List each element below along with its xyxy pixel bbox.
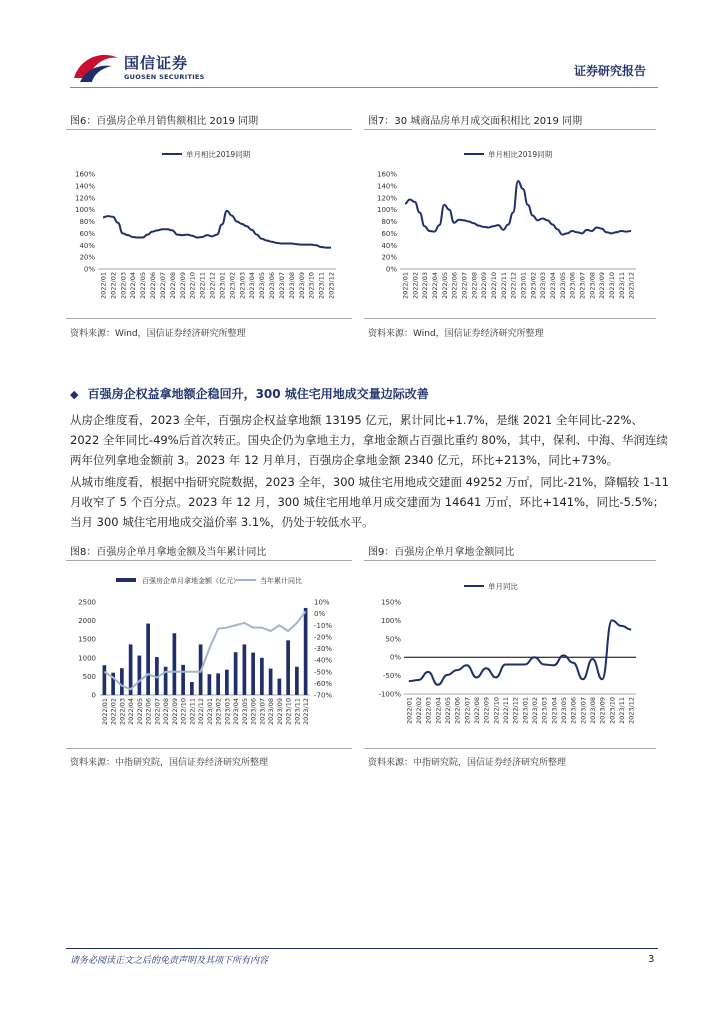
x-tick-label: 2023/06	[569, 697, 578, 725]
legend-label: 单月相比2019同期	[488, 150, 553, 159]
x-tick-label: 2022/08	[162, 698, 171, 726]
x-tick-label: 2022/08	[473, 697, 481, 725]
bar	[278, 679, 282, 695]
x-tick-label: 2022/10	[492, 697, 501, 725]
legend-label-line: 当年累计同比	[260, 577, 302, 585]
y-tick-label: 40%	[79, 241, 95, 250]
header-rule	[70, 87, 658, 88]
y-tick-label: 100%	[380, 616, 401, 625]
x-tick-label: 2023/08	[589, 697, 597, 725]
x-tick-label: 2023/02	[228, 272, 237, 300]
section-heading	[70, 383, 429, 402]
fig9-top-rule	[364, 560, 656, 561]
x-tick-label: 2023/10	[284, 698, 293, 726]
y-tick-label: 150%	[380, 598, 401, 607]
x-tick-label: 2023/12	[627, 272, 636, 300]
y-right-tick-label: -20%	[314, 633, 333, 642]
report-type: 证券研究报告	[574, 64, 647, 78]
y-tick-label: 50%	[385, 635, 401, 644]
fig9-source: 资料来源：中指研究院，国信证券经济研究所整理	[368, 758, 567, 768]
series-line	[405, 181, 631, 234]
y-tick-label: 0%	[385, 265, 397, 274]
x-tick-label: 2022/10	[188, 272, 197, 300]
x-tick-label: 2023/10	[307, 272, 316, 300]
y-tick-label: 60%	[79, 229, 95, 238]
y-right-tick-label: 0%	[314, 610, 326, 619]
fig8-chart	[66, 564, 356, 744]
paragraph-1: 从房企维度看，2023 全年，百强房企权益拿地额 13195 亿元，累计同比+1.7%，是继 2021 全年同比-22%、2022 全年同比-49%后首次转正。国央企仍为拿地主力，拿地金额占百强比重约 80%，其中，保利、中海、华润连续两年位列拿地金额前 3。2023 年 12 月单月，百强房企拿地金额 2340 亿元，环比+213%，同比+73%。	[70, 413, 668, 467]
bar	[181, 665, 185, 695]
y-left-tick-label: 1000	[78, 654, 96, 663]
x-tick-label: 2022/11	[499, 272, 508, 300]
x-tick-label: 2023/06	[249, 698, 258, 726]
x-tick-label: 2023/05	[258, 272, 267, 300]
logo-en: GUOSEN SECURITIES	[124, 73, 205, 81]
logo-cn: 国信证券	[124, 54, 189, 72]
x-tick-label: 2023/11	[618, 697, 626, 725]
x-tick-label: 2023/07	[579, 697, 588, 725]
y-right-tick-label: -30%	[314, 645, 333, 653]
fig7-title: 图7：30 城商品房单月成交面积相比 2019 同期	[368, 116, 583, 127]
x-tick-label: 2022/01	[401, 272, 410, 300]
section-title: 百强房企权益拿地额企稳回升，300 城住宅用地成交量边际改善	[87, 387, 429, 401]
page-number: 3	[648, 954, 655, 965]
header	[0, 0, 724, 90]
x-tick-label: 2023/03	[238, 272, 247, 300]
fig8-top-rule	[66, 560, 352, 561]
y-right-tick-label: -70%	[314, 691, 333, 700]
x-tick-label: 2022/04	[430, 272, 439, 300]
bar	[286, 640, 290, 695]
y-tick-label: 80%	[381, 218, 397, 226]
x-tick-label: 2023/11	[293, 698, 302, 726]
bar	[146, 624, 150, 695]
x-tick-label: 2022/06	[453, 697, 462, 725]
y-tick-label: 100%	[376, 206, 397, 215]
section-bullet-icon: ◆	[70, 388, 79, 401]
x-tick-label: 2022/04	[129, 272, 138, 300]
x-tick-label: 2022/07	[158, 272, 167, 300]
x-tick-label: 2023/08	[588, 272, 597, 300]
series-line	[103, 211, 331, 248]
y-tick-label: 100%	[74, 206, 95, 215]
y-tick-label: 0%	[389, 653, 401, 662]
x-tick-label: 2022/11	[188, 698, 197, 726]
x-tick-label: 2022/09	[482, 697, 491, 725]
y-tick-label: 0%	[83, 265, 95, 274]
cumulative-yoy-line	[104, 611, 305, 689]
x-tick-label: 2022/05	[139, 272, 148, 300]
bar	[304, 608, 308, 695]
fig9-chart	[364, 564, 658, 744]
series-line	[409, 620, 631, 684]
y-right-tick-label: -40%	[314, 656, 333, 665]
x-tick-label: 2023/03	[540, 697, 549, 725]
x-tick-label: 2023/05	[240, 698, 249, 726]
x-tick-label: 2023/12	[302, 698, 311, 726]
y-tick-label: 20%	[79, 253, 95, 262]
x-tick-label: 2022/01	[405, 697, 414, 725]
x-tick-label: 2022/05	[440, 272, 449, 300]
x-tick-label: 2022/08	[470, 272, 479, 300]
legend-swatch-bar	[116, 578, 136, 582]
x-tick-label: 2022/05	[135, 698, 144, 726]
x-tick-label: 2023/01	[218, 272, 227, 300]
y-left-tick-label: 0	[91, 691, 96, 700]
x-tick-label: 2022/07	[463, 697, 472, 725]
y-tick-label: 120%	[74, 194, 95, 203]
x-tick-label: 2023/10	[608, 697, 617, 725]
x-tick-label: 2023/01	[521, 697, 530, 725]
x-tick-label: 2022/10	[489, 272, 498, 300]
y-right-tick-label: 10%	[314, 598, 330, 607]
x-tick-label: 2022/10	[179, 698, 188, 726]
legend-label: 单月相比2019同期	[186, 150, 251, 159]
x-tick-label: 2023/08	[287, 272, 296, 300]
x-tick-label: 2023/04	[248, 272, 257, 300]
x-tick-label: 2023/04	[232, 698, 241, 726]
bar	[138, 656, 142, 695]
bar	[208, 674, 212, 695]
x-tick-label: 2022/09	[170, 698, 179, 726]
x-tick-label: 2023/04	[548, 272, 557, 300]
fig6-chart	[66, 132, 356, 314]
x-tick-label: 2023/02	[529, 272, 538, 300]
x-tick-label: 2023/05	[558, 272, 567, 300]
x-tick-label: 2023/01	[205, 698, 214, 726]
x-tick-label: 2022/03	[421, 272, 430, 300]
x-tick-label: 2023/07	[277, 272, 286, 300]
x-tick-label: 2023/08	[267, 698, 276, 726]
y-left-tick-label: 500	[82, 672, 96, 681]
x-tick-label: 2023/06	[568, 272, 577, 300]
x-tick-label: 2022/01	[99, 272, 108, 300]
bar	[251, 653, 255, 695]
x-tick-label: 2022/02	[415, 697, 423, 725]
x-tick-label: 2022/03	[424, 697, 433, 725]
x-tick-label: 2023/09	[598, 697, 607, 725]
x-tick-label: 2023/07	[578, 272, 587, 300]
x-tick-label: 2023/09	[297, 272, 306, 300]
x-tick-label: 2022/12	[511, 697, 520, 725]
x-tick-label: 2023/04	[550, 697, 559, 725]
x-tick-label: 2022/08	[168, 272, 177, 300]
x-tick-label: 2022/11	[502, 697, 510, 725]
x-tick-label: 2022/03	[118, 698, 127, 726]
y-tick-label: 20%	[381, 253, 397, 262]
y-tick-label: -100%	[378, 690, 401, 699]
fig7-chart	[364, 132, 658, 314]
footer-rule	[66, 948, 658, 949]
x-tick-label: 2022/02	[411, 272, 420, 300]
y-right-tick-label: -50%	[314, 668, 333, 677]
paragraph-2: 从城市维度看，根据中指研究院数据，2023 全年，300 城住宅用地成交建面 49252 万㎡，同比-21%，降幅较 1-11 月收窄了 5 个百分点。2023 年 12 月，300 城住宅用地单月成交建面为 14641 万㎡，环比+141%，同比-5.5%；当月 300 城住宅用地成交溢价率 3.1%，仍处于较低水平。	[70, 475, 669, 529]
x-tick-label: 2022/01	[100, 698, 109, 726]
fig6-title: 图6：百强房企单月销售额相比 2019 同期	[70, 116, 259, 127]
fig6-top-rule	[66, 129, 352, 130]
x-tick-label: 2023/12	[627, 697, 636, 725]
bar	[234, 652, 238, 695]
legend-label: 单月同比	[488, 582, 518, 591]
fig6-bottom-rule	[66, 318, 352, 319]
x-tick-label: 2023/09	[275, 698, 284, 726]
x-tick-label: 2022/07	[153, 698, 162, 726]
y-right-tick-label: -60%	[314, 679, 333, 688]
x-tick-label: 2023/07	[258, 698, 267, 726]
x-tick-label: 2022/06	[144, 698, 153, 726]
bar	[190, 682, 194, 695]
y-tick-label: 60%	[381, 229, 397, 238]
y-tick-label: 160%	[376, 170, 397, 179]
x-tick-label: 2023/01	[519, 272, 528, 300]
x-tick-label: 2023/11	[617, 272, 626, 300]
guosen-logo-icon	[72, 48, 120, 84]
fig9-bottom-rule	[364, 748, 656, 749]
y-tick-label: 140%	[376, 182, 397, 191]
x-tick-label: 2022/12	[197, 698, 206, 726]
x-tick-label: 2022/02	[109, 272, 118, 300]
x-tick-label: 2022/09	[480, 272, 489, 300]
x-tick-label: 2022/12	[509, 272, 518, 300]
fig7-top-rule	[364, 129, 656, 130]
fig8-source: 资料来源：中指研究院，国信证券经济研究所整理	[70, 758, 269, 768]
x-tick-label: 2022/12	[208, 272, 217, 300]
fig8-bottom-rule	[66, 748, 352, 749]
bar	[103, 665, 107, 695]
fig6-source: 资料来源：Wind，国信证券经济研究所整理	[70, 329, 246, 339]
x-tick-label: 2023/09	[598, 272, 607, 300]
fig7-source: 资料来源：Wind，国信证券经济研究所整理	[368, 329, 544, 339]
fig8-title: 图8：百强房企单月拿地金额及当年累计同比	[70, 547, 267, 558]
bar	[173, 633, 177, 695]
bar	[216, 673, 220, 695]
bar	[260, 658, 264, 695]
y-tick-label: 80%	[79, 218, 95, 226]
x-tick-label: 2022/03	[119, 272, 128, 300]
fig7-bottom-rule	[364, 318, 656, 319]
y-left-tick-label: 2500	[78, 598, 96, 607]
y-tick-label: 160%	[74, 170, 95, 179]
x-tick-label: 2023/03	[223, 698, 232, 726]
x-tick-label: 2023/06	[268, 272, 277, 300]
x-tick-label: 2022/09	[178, 272, 187, 300]
x-tick-label: 2023/12	[327, 272, 336, 300]
bar	[120, 668, 124, 695]
x-tick-label: 2022/04	[434, 697, 443, 725]
x-tick-label: 2022/04	[127, 698, 136, 726]
x-tick-label: 2022/11	[198, 272, 207, 300]
y-tick-label: 120%	[376, 194, 397, 203]
x-tick-label: 2023/03	[539, 272, 548, 300]
y-left-tick-label: 1500	[78, 635, 96, 644]
x-tick-label: 2023/10	[607, 272, 616, 300]
x-tick-label: 2022/02	[109, 698, 118, 726]
x-tick-label: 2022/05	[444, 697, 452, 725]
x-tick-label: 2023/02	[214, 698, 223, 726]
footer-disclaimer: 请务必阅读正文之后的免责声明及其项下所有内容	[70, 956, 269, 966]
fig9-title: 图9：百强房企单月拿地金额同比	[368, 547, 515, 558]
y-left-tick-label: 2000	[78, 617, 96, 626]
x-tick-label: 2023/05	[560, 697, 568, 725]
x-tick-label: 2022/06	[149, 272, 158, 300]
x-tick-label: 2023/11	[317, 272, 326, 300]
x-tick-label: 2023/02	[531, 697, 539, 725]
bar	[243, 644, 247, 695]
y-tick-label: 40%	[381, 241, 397, 250]
y-right-tick-label: -10%	[314, 621, 333, 630]
bar	[295, 667, 299, 695]
bar	[225, 670, 229, 695]
y-tick-label: -50%	[382, 672, 401, 681]
legend-label-bar: 百强房企单月拿地金额（亿元）	[142, 577, 240, 585]
x-tick-label: 2022/07	[460, 272, 469, 300]
x-tick-label: 2022/06	[450, 272, 459, 300]
bar	[269, 669, 273, 695]
y-tick-label: 140%	[74, 182, 95, 191]
